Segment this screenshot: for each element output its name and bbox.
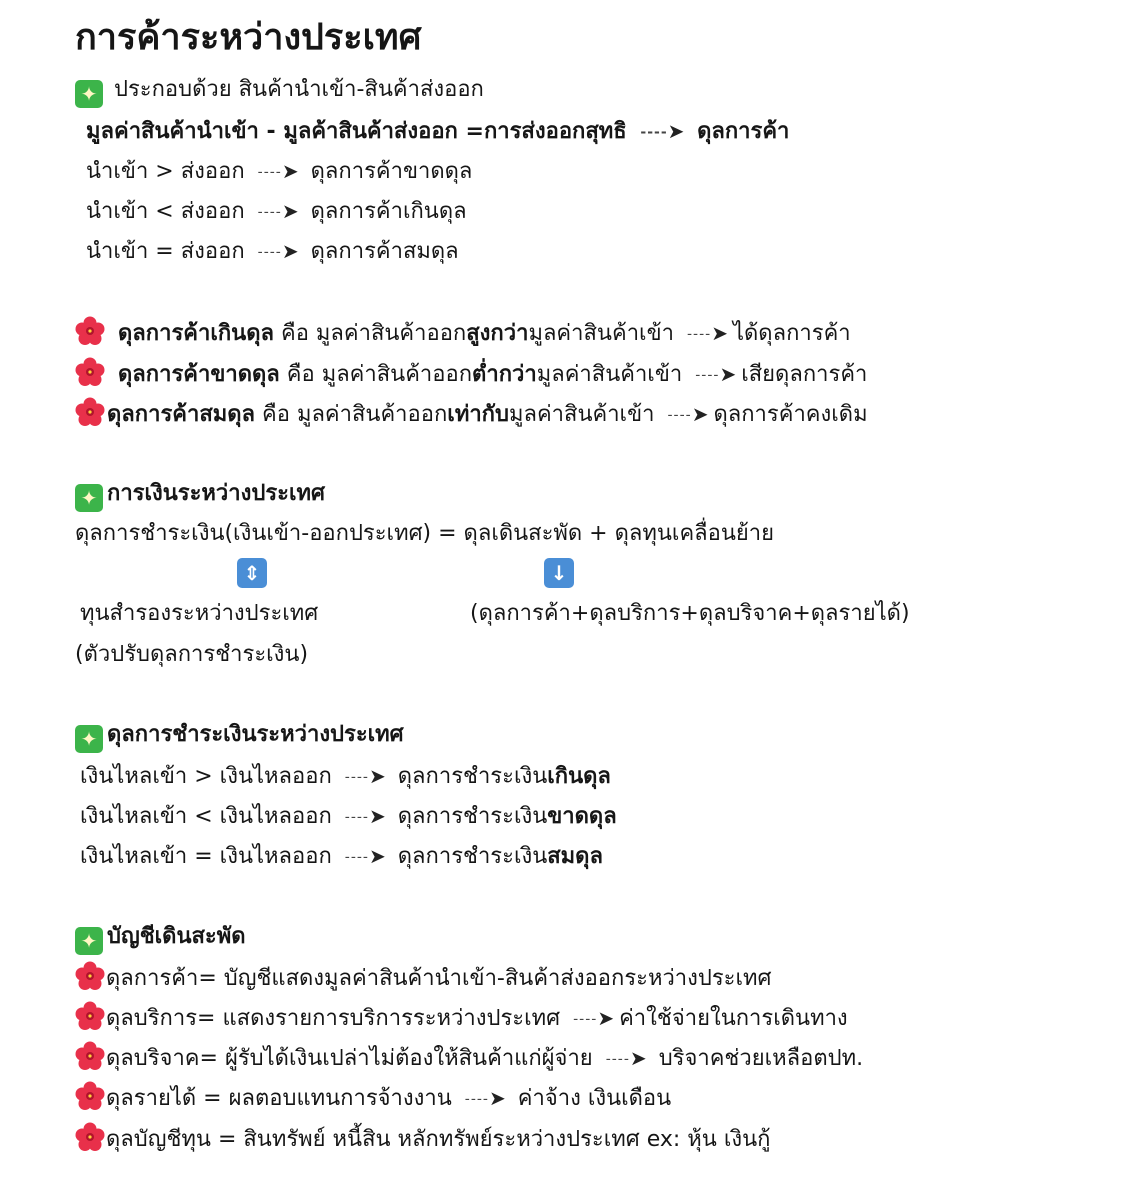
balance-def [75, 357, 867, 392]
balance-term: ดุลการค้าสมดุล [107, 402, 256, 427]
current-account-item-result: ค่าจ้าง เงินเดือน [517, 1086, 672, 1111]
finance-equation: ดุลการชำระเงิน(เงินเข้า-ออกประเทศ) = ดุลเดินสะพัด + ดุลทุนเคลื่อนย้าย [75, 521, 775, 546]
hibiscus-icon [75, 961, 105, 991]
finance-left-label: ทุนสำรองระหว่างประเทศ [80, 601, 319, 626]
balance-is: คือ มูลค่าสินค้าออก [279, 362, 473, 387]
current-account-item [75, 1122, 770, 1156]
balance-result: ดุลการค้าคงเดิม [713, 402, 868, 427]
current-account-heading-text: บัญชีเดินสะพัด [107, 924, 246, 949]
bop-rule [80, 760, 611, 794]
sparkles-icon: ✦ [75, 927, 103, 955]
current-account-item [75, 1041, 863, 1076]
balance-def [75, 397, 868, 432]
long-dashed-arrow-icon: ----➤ [695, 362, 736, 386]
long-dashed-arrow-icon: ----➤ [257, 199, 298, 223]
long-dashed-arrow-icon: ----➤ [605, 1046, 646, 1070]
hibiscus-icon [75, 1081, 105, 1111]
sparkles-icon: ✦ [75, 725, 103, 753]
trade-intro [75, 74, 484, 108]
current-account-item-text: ดุลบัญชีทุน = สินทรัพย์ หนี้สิน หลักทรัพย์ระหว่างประเทศ ex: หุ้น เงินกู้ [106, 1127, 771, 1152]
trade-rule [86, 155, 472, 189]
long-dashed-arrow-icon: ----➤ [344, 764, 385, 788]
bop-rule-right-bold: เกินดุล [547, 764, 611, 789]
current-account-heading [75, 921, 246, 955]
bop-rule-right-bold: ขาดดุล [547, 804, 617, 829]
sparkles-icon: ✦ [75, 484, 103, 512]
current-account-item-result: ค่าใช้จ่ายในการเดินทาง [619, 1006, 848, 1031]
bop-rule-left: เงินไหลเข้า < เงินไหลออก [80, 804, 332, 829]
trade-rule-left: นำเข้า < ส่งออก [86, 199, 245, 224]
trade-rule-right: ดุลการค้าเกินดุล [310, 199, 467, 224]
balance-result: เสียดุลการค้า [741, 362, 868, 387]
trade-rule-right: ดุลการค้าขาดดุล [310, 159, 473, 184]
long-dashed-arrow-icon: ----➤ [573, 1006, 614, 1030]
trade-rule [86, 195, 467, 229]
finance-right-label: (ดุลการค้า+ดุลบริการ+ดุลบริจาค+ดุลรายได้) [470, 601, 910, 626]
finance-left-note: (ตัวปรับดุลการชำระเงิน) [75, 642, 309, 667]
current-account-item [75, 1001, 848, 1036]
balance-rest: มูลค่าสินค้าเข้า [536, 362, 683, 387]
long-dashed-arrow-icon: ----➤ [686, 321, 727, 345]
bop-rule-right-pre: ดุลการชำระเงิน [397, 804, 548, 829]
balance-compare: เท่ากับ [447, 402, 509, 427]
current-account-item [75, 961, 772, 995]
current-account-item [75, 1081, 671, 1116]
balance-term: ดุลการค้าเกินดุล [118, 321, 274, 346]
bop-rule [80, 800, 617, 834]
balance-is: คือ มูลค่าสินค้าออก [273, 321, 467, 346]
long-dashed-arrow-icon: ----➤ [667, 402, 708, 426]
current-account-item-text: ดุลบริจาค= ผู้รับได้เงินเปล่าไม่ต้องให้สินค้าแก่ผู้จ่าย [106, 1046, 593, 1071]
bop-rule-left: เงินไหลเข้า = เงินไหลออก [80, 844, 332, 869]
current-account-item-text: ดุลบริการ= แสดงรายการบริการระหว่างประเทศ [106, 1006, 561, 1031]
balance-def [75, 316, 851, 351]
trade-intro-text: ประกอบด้วย สินค้านำเข้า-สินค้าส่งออก [114, 77, 484, 102]
long-dashed-arrow-icon: ----➤ [464, 1086, 505, 1110]
balance-compare: สูงกว่า [466, 321, 529, 346]
balance-rest: มูลค่าสินค้าเข้า [528, 321, 674, 346]
bop-rule [80, 840, 603, 874]
page-title: การค้าระหว่างประเทศ [75, 17, 422, 58]
balance-rest: มูลค่าสินค้าเข้า [508, 402, 655, 427]
trade-formula-right: ดุลการค้า [697, 119, 790, 144]
hibiscus-icon [75, 1041, 105, 1071]
hibiscus-icon [75, 357, 105, 387]
down-arrow-icon: ↓ [544, 558, 574, 588]
bop-rule-left: เงินไหลเข้า > เงินไหลออก [80, 764, 332, 789]
up-down-arrow-icon: ⇕ [237, 558, 267, 588]
bop-rule-right-pre: ดุลการชำระเงิน [397, 844, 548, 869]
hibiscus-icon [75, 397, 105, 427]
bop-heading-text: ดุลการชำระเงินระหว่างประเทศ [107, 722, 404, 747]
trade-rule [86, 235, 459, 269]
current-account-item-text: ดุลรายได้ = ผลตอบแทนการจ้างงาน [106, 1086, 452, 1111]
balance-term: ดุลการค้าขาดดุล [118, 362, 280, 387]
hibiscus-icon [75, 1001, 105, 1031]
sparkles-icon: ✦ [75, 80, 103, 108]
current-account-item-text: ดุลการค้า= บัญชีแสดงมูลค่าสินค้านำเข้า-สินค้าส่งออกระหว่างประเทศ [106, 966, 772, 991]
long-dashed-arrow-icon: ----➤ [344, 844, 385, 868]
bop-rule-right-bold: สมดุล [547, 844, 603, 869]
balance-is: คือ มูลค่าสินค้าออก [255, 402, 448, 427]
trade-rule-right: ดุลการค้าสมดุล [310, 239, 459, 264]
balance-result: ได้ดุลการค้า [732, 321, 851, 346]
balance-compare: ต่ำกว่า [472, 362, 537, 387]
trade-rule-left: นำเข้า > ส่งออก [86, 159, 245, 184]
hibiscus-icon [75, 316, 105, 346]
long-dashed-arrow-icon: ----➤ [344, 804, 385, 828]
trade-rule-left: นำเข้า = ส่งออก [86, 239, 245, 264]
finance-heading-text: การเงินระหว่างประเทศ [107, 481, 325, 506]
trade-formula [86, 115, 789, 149]
hibiscus-icon [75, 1122, 105, 1152]
bop-heading [75, 719, 404, 753]
bop-rule-right-pre: ดุลการชำระเงิน [397, 764, 548, 789]
finance-heading [75, 478, 325, 512]
long-dashed-arrow-icon: ----➤ [257, 239, 298, 263]
trade-formula-left: มูลค่าสินค้านำเข้า - มูลค้าสินค้าส่งออก =การส่งออกสุทธิ [86, 119, 627, 144]
long-dashed-arrow-icon: ----➤ [640, 119, 684, 143]
current-account-item-result: บริจาคช่วยเหลือตปท. [658, 1046, 864, 1071]
long-dashed-arrow-icon: ----➤ [257, 159, 298, 183]
